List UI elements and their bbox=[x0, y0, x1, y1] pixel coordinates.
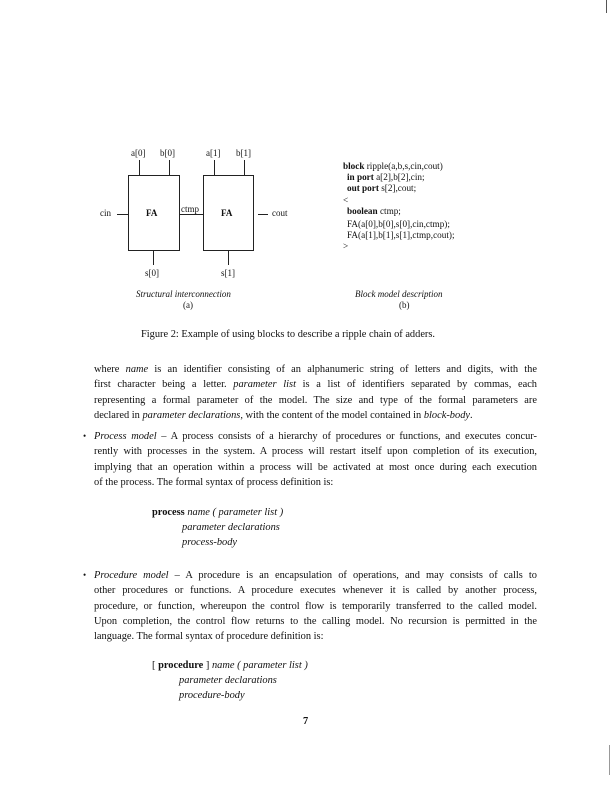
fa-label-1: FA bbox=[221, 208, 233, 218]
wire-cout bbox=[258, 214, 268, 215]
figure-caption: Figure 2: Example of using blocks to describe a ripple chain of adders. bbox=[141, 329, 436, 340]
page-number: 7 bbox=[303, 716, 309, 727]
wire-ctmp bbox=[180, 214, 203, 215]
process-syntax: process name ( parameter list ) parameter declarations process-body bbox=[152, 507, 284, 548]
structural-caption: Structural interconnection bbox=[136, 289, 231, 299]
paragraph-process-model: Process model – A process consists of a hierarchy of procedures or functions, and executes concur- rently with processes in the system. A process will restart itself upon completion of its execution, implying that an operation within a process will be activated at most once during each execution of the process. The formal syntax of process definition is: bbox=[94, 431, 537, 488]
block-sublabel: (b) bbox=[399, 300, 410, 310]
fa-label-0: FA bbox=[146, 208, 158, 218]
block-model-code bbox=[343, 161, 455, 253]
code-text: ripple(a,b,s,cin,cout) bbox=[364, 161, 443, 171]
code-keyword: boolean bbox=[347, 205, 378, 216]
wire-a1 bbox=[214, 160, 215, 175]
code-text: FA(a[0],b[0],s[0],cin,ctmp); bbox=[347, 219, 450, 230]
label-cout: cout bbox=[272, 208, 288, 218]
code-keyword: block bbox=[343, 161, 365, 171]
procedure-syntax: [ procedure ] name ( parameter list ) parameter declarations procedure-body bbox=[152, 660, 308, 701]
code-text: < bbox=[343, 194, 349, 205]
wire-a0 bbox=[139, 160, 140, 175]
wire-b0 bbox=[169, 160, 170, 175]
code-text: a[2],b[2],cin; bbox=[373, 172, 425, 183]
label-s1: s[1] bbox=[221, 268, 235, 278]
code-text: > bbox=[343, 241, 349, 252]
code-text: s[2],cout; bbox=[378, 183, 417, 194]
code-keyword: in port bbox=[347, 172, 374, 183]
bullet-process: • bbox=[83, 431, 87, 441]
paragraph-parameters: where name is an identifier consisting of an alphanumeric string of letters and digits, with the first character being a letter. parameter list is a list of identifiers separated by commas, each representing a formal parameter of the model. The size and type of the formal parameters are declared in parameter declarations, with the content of the model contained in block-body. bbox=[94, 364, 538, 421]
bullet-procedure: • bbox=[83, 570, 87, 580]
wire-s1 bbox=[228, 251, 229, 265]
code-text: ctmp; bbox=[377, 205, 401, 216]
label-b0: b[0] bbox=[160, 148, 175, 158]
label-b1: b[1] bbox=[236, 148, 251, 158]
label-a1: a[1] bbox=[206, 148, 221, 158]
label-s0: s[0] bbox=[145, 268, 159, 278]
label-cin: cin bbox=[100, 208, 111, 218]
block-caption: Block model description bbox=[355, 289, 443, 299]
wire-b1 bbox=[244, 160, 245, 175]
paragraph-procedure-model: Procedure model – A procedure is an encapsulation of operations, and may consists of calls to other procedures or functions. A procedure executes whenever it is called by another process, procedure, or function, whereupon the control flow is temporarily transferred to the called model. Upon completion, the control flow returns to the calling model. No recursion is permitted in the language. The formal syntax of procedure definition is: bbox=[94, 570, 537, 643]
code-text: FA(a[1],b[1],s[1],ctmp,cout); bbox=[347, 230, 455, 241]
structural-sublabel: (a) bbox=[183, 300, 193, 310]
label-ctmp: ctmp bbox=[181, 204, 199, 214]
wire-cin bbox=[117, 214, 128, 215]
wire-s0 bbox=[153, 251, 154, 265]
scan-edge-mark bbox=[606, 0, 607, 13]
scan-edge-mark bbox=[609, 745, 610, 775]
label-a0: a[0] bbox=[131, 148, 146, 158]
code-keyword: out port bbox=[347, 183, 379, 194]
